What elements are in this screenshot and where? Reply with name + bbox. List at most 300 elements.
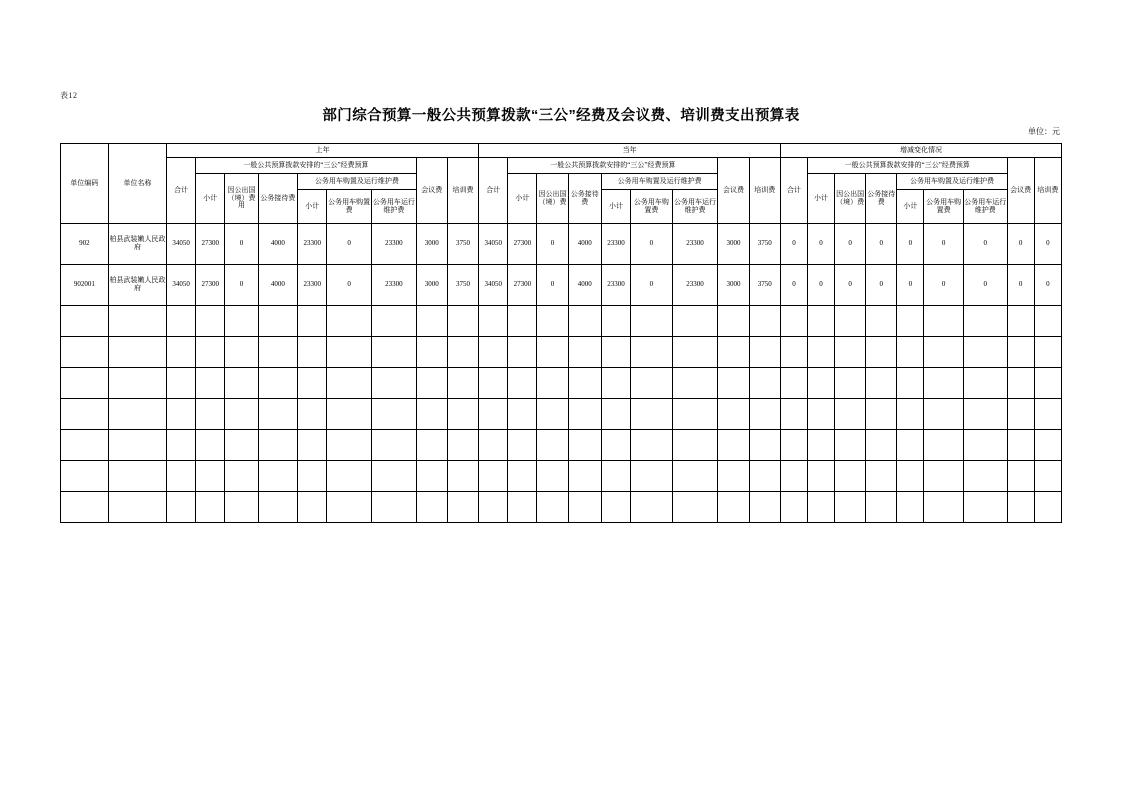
cell-empty: [416, 430, 447, 461]
cell-empty: [258, 337, 298, 368]
th-last-vehicle-purchase: 公务用车购置费: [327, 190, 372, 224]
cell-empty: [371, 492, 416, 523]
th-current-reception: 公务接待费: [568, 174, 601, 224]
budget-table-container: [60, 143, 1062, 523]
cell-empty: [1034, 399, 1061, 430]
cell-empty: [897, 492, 924, 523]
th-last-training: 培训费: [447, 158, 478, 224]
cell-empty: [672, 368, 718, 399]
cell-empty: [108, 306, 166, 337]
cell-last-meeting: 3000: [416, 224, 447, 265]
cell-empty: [447, 399, 478, 430]
cell-empty: [924, 306, 964, 337]
cell-empty: [1034, 368, 1061, 399]
cell-change-subtotal: 0: [807, 224, 834, 265]
cell-empty: [631, 337, 673, 368]
table-row-empty: [61, 337, 1062, 368]
cell-empty: [508, 306, 537, 337]
cell-empty: [718, 399, 749, 430]
th-change-sangong: 一般公共预算拨款安排的“三公”经费预算: [807, 158, 1007, 174]
th-current-vehicle-group: 公务用车购置及运行维护费: [601, 174, 717, 190]
cell-empty: [447, 492, 478, 523]
cell-empty: [866, 337, 897, 368]
th-last-vehicle-operate: 公务用车运行维护费: [371, 190, 416, 224]
cell-empty: [108, 368, 166, 399]
cell-empty: [416, 368, 447, 399]
cell-empty: [108, 461, 166, 492]
cell-empty: [780, 492, 807, 523]
cell-empty: [537, 492, 568, 523]
cell-empty: [601, 492, 630, 523]
cell-current-vehicle-subtotal: 23300: [601, 265, 630, 306]
th-current-sangong: 一般公共预算拨款安排的“三公”经费预算: [508, 158, 718, 174]
th-change-meeting: 会议费: [1007, 158, 1034, 224]
cell-current-training: 3750: [749, 265, 780, 306]
cell-empty: [416, 306, 447, 337]
th-current-abroad: 因公出国（境）费: [537, 174, 568, 224]
cell-empty: [167, 337, 196, 368]
cell-empty: [749, 337, 780, 368]
th-change-vehicle-subtotal: 小计: [897, 190, 924, 224]
cell-empty: [537, 461, 568, 492]
cell-empty: [416, 461, 447, 492]
cell-empty: [537, 306, 568, 337]
cell-empty: [963, 337, 1007, 368]
unit-note: 单位：元: [1028, 127, 1060, 136]
cell-empty: [780, 368, 807, 399]
th-period-current: 当年: [479, 144, 781, 158]
cell-empty: [897, 337, 924, 368]
cell-empty: [1007, 399, 1034, 430]
table-row-empty: [61, 461, 1062, 492]
cell-empty: [834, 368, 865, 399]
cell-empty: [963, 368, 1007, 399]
cell-last-vehicle-subtotal: 23300: [298, 224, 327, 265]
cell-empty: [749, 399, 780, 430]
cell-change-vehicle-subtotal: 0: [897, 224, 924, 265]
cell-empty: [225, 461, 258, 492]
cell-empty: [61, 306, 109, 337]
cell-empty: [897, 430, 924, 461]
cell-change-reception: 0: [866, 265, 897, 306]
cell-empty: [447, 337, 478, 368]
cell-empty: [108, 337, 166, 368]
cell-last-training: 3750: [447, 265, 478, 306]
cell-empty: [225, 368, 258, 399]
table-row-empty: [61, 430, 1062, 461]
cell-current-vehicle-subtotal: 23300: [601, 224, 630, 265]
cell-empty: [258, 306, 298, 337]
th-last-total: 合计: [167, 158, 196, 224]
cell-empty: [167, 399, 196, 430]
cell-empty: [1034, 306, 1061, 337]
cell-empty: [61, 492, 109, 523]
cell-change-total: 0: [780, 224, 807, 265]
cell-empty: [866, 368, 897, 399]
table-row: [61, 265, 1062, 306]
cell-change-vehicle-subtotal: 0: [897, 265, 924, 306]
cell-empty: [718, 461, 749, 492]
cell-last-abroad: 0: [225, 265, 258, 306]
cell-change-subtotal: 0: [807, 265, 834, 306]
cell-empty: [897, 368, 924, 399]
cell-empty: [1007, 461, 1034, 492]
th-current-subtotal: 小计: [508, 174, 537, 224]
cell-empty: [866, 461, 897, 492]
cell-empty: [508, 337, 537, 368]
sheet-tag: 表12: [60, 91, 78, 100]
table-row-empty: [61, 492, 1062, 523]
cell-empty: [568, 492, 601, 523]
cell-empty: [866, 430, 897, 461]
cell-empty: [479, 461, 508, 492]
cell-empty: [479, 337, 508, 368]
cell-last-subtotal: 27300: [196, 224, 225, 265]
cell-change-training: 0: [1034, 265, 1061, 306]
cell-last-reception: 4000: [258, 265, 298, 306]
cell-last-abroad: 0: [225, 224, 258, 265]
th-last-vehicle-subtotal: 小计: [298, 190, 327, 224]
cell-empty: [780, 399, 807, 430]
cell-empty: [258, 461, 298, 492]
cell-current-meeting: 3000: [718, 224, 749, 265]
cell-empty: [225, 399, 258, 430]
cell-empty: [108, 492, 166, 523]
cell-last-meeting: 3000: [416, 265, 447, 306]
cell-current-vehicle-operate: 23300: [672, 265, 718, 306]
cell-empty: [298, 306, 327, 337]
cell-empty: [447, 461, 478, 492]
cell-empty: [167, 492, 196, 523]
cell-last-training: 3750: [447, 224, 478, 265]
cell-empty: [508, 368, 537, 399]
cell-empty: [807, 461, 834, 492]
cell-empty: [780, 430, 807, 461]
cell-last-subtotal: 27300: [196, 265, 225, 306]
cell-empty: [327, 492, 372, 523]
cell-empty: [924, 399, 964, 430]
cell-empty: [568, 399, 601, 430]
cell-current-abroad: 0: [537, 224, 568, 265]
cell-empty: [225, 492, 258, 523]
cell-empty: [508, 399, 537, 430]
cell-empty: [924, 368, 964, 399]
cell-empty: [1034, 492, 1061, 523]
cell-empty: [834, 461, 865, 492]
cell-empty: [537, 337, 568, 368]
cell-current-abroad: 0: [537, 265, 568, 306]
cell-empty: [568, 306, 601, 337]
cell-empty: [479, 399, 508, 430]
cell-empty: [167, 368, 196, 399]
cell-empty: [196, 337, 225, 368]
cell-empty: [196, 368, 225, 399]
cell-empty: [834, 399, 865, 430]
cell-empty: [866, 306, 897, 337]
cell-empty: [371, 399, 416, 430]
cell-empty: [780, 337, 807, 368]
cell-empty: [327, 368, 372, 399]
cell-empty: [327, 430, 372, 461]
th-period-last: 上年: [167, 144, 479, 158]
cell-empty: [780, 461, 807, 492]
cell-empty: [167, 461, 196, 492]
cell-change-vehicle-operate: 0: [963, 265, 1007, 306]
cell-empty: [834, 337, 865, 368]
cell-empty: [416, 337, 447, 368]
cell-empty: [371, 368, 416, 399]
cell-empty: [447, 368, 478, 399]
cell-empty: [1034, 461, 1061, 492]
cell-last-vehicle-purchase: 0: [327, 265, 372, 306]
cell-unit-code: 902: [61, 224, 109, 265]
table-row-empty: [61, 368, 1062, 399]
th-unit-name: 单位名称: [108, 144, 166, 224]
cell-empty: [537, 430, 568, 461]
cell-empty: [807, 399, 834, 430]
cell-empty: [897, 399, 924, 430]
cell-empty: [963, 399, 1007, 430]
cell-empty: [327, 306, 372, 337]
th-current-vehicle-operate: 公务用车运行维护费: [672, 190, 718, 224]
th-current-meeting: 会议费: [718, 158, 749, 224]
cell-empty: [601, 337, 630, 368]
cell-empty: [508, 492, 537, 523]
cell-empty: [834, 492, 865, 523]
th-change-subtotal: 小计: [807, 174, 834, 224]
cell-empty: [718, 306, 749, 337]
cell-empty: [258, 399, 298, 430]
cell-empty: [508, 430, 537, 461]
cell-unit-code: 902001: [61, 265, 109, 306]
cell-empty: [897, 306, 924, 337]
cell-empty: [924, 337, 964, 368]
cell-empty: [672, 399, 718, 430]
cell-empty: [327, 337, 372, 368]
cell-empty: [963, 492, 1007, 523]
cell-current-subtotal: 27300: [508, 224, 537, 265]
cell-change-meeting: 0: [1007, 224, 1034, 265]
cell-empty: [537, 399, 568, 430]
th-change-reception: 公务接待费: [866, 174, 897, 224]
cell-last-total: 34050: [167, 224, 196, 265]
cell-empty: [61, 337, 109, 368]
budget-table: [60, 143, 1062, 523]
cell-empty: [258, 368, 298, 399]
cell-empty: [1007, 306, 1034, 337]
cell-empty: [718, 430, 749, 461]
cell-empty: [807, 337, 834, 368]
cell-empty: [718, 337, 749, 368]
cell-empty: [866, 399, 897, 430]
cell-empty: [749, 430, 780, 461]
cell-empty: [631, 368, 673, 399]
cell-change-meeting: 0: [1007, 265, 1034, 306]
th-period-change: 增减变化情况: [780, 144, 1061, 158]
th-change-training: 培训费: [1034, 158, 1061, 224]
table-row-empty: [61, 399, 1062, 430]
cell-empty: [416, 399, 447, 430]
cell-empty: [780, 306, 807, 337]
cell-empty: [327, 461, 372, 492]
cell-empty: [258, 492, 298, 523]
cell-empty: [601, 430, 630, 461]
cell-current-total: 34050: [479, 224, 508, 265]
th-last-sangong: 一般公共预算拨款安排的“三公”经费预算: [196, 158, 416, 174]
cell-empty: [61, 368, 109, 399]
cell-current-reception: 4000: [568, 224, 601, 265]
cell-empty: [1034, 337, 1061, 368]
cell-empty: [479, 306, 508, 337]
cell-last-total: 34050: [167, 265, 196, 306]
cell-empty: [225, 306, 258, 337]
cell-last-vehicle-operate: 23300: [371, 224, 416, 265]
cell-empty: [371, 430, 416, 461]
cell-empty: [631, 430, 673, 461]
cell-empty: [61, 399, 109, 430]
cell-empty: [416, 492, 447, 523]
cell-empty: [1007, 337, 1034, 368]
cell-current-total: 34050: [479, 265, 508, 306]
cell-empty: [963, 461, 1007, 492]
cell-empty: [718, 492, 749, 523]
cell-empty: [568, 368, 601, 399]
cell-empty: [108, 399, 166, 430]
cell-empty: [866, 492, 897, 523]
cell-empty: [167, 306, 196, 337]
cell-empty: [447, 430, 478, 461]
th-change-vehicle-group: 公务用车购置及运行维护费: [897, 174, 1007, 190]
th-last-vehicle-group: 公务用车购置及运行维护费: [298, 174, 417, 190]
cell-empty: [631, 399, 673, 430]
th-last-abroad: 因公出国（境）费用: [225, 174, 258, 224]
cell-change-vehicle-purchase: 0: [924, 265, 964, 306]
cell-change-training: 0: [1034, 224, 1061, 265]
cell-empty: [298, 492, 327, 523]
cell-empty: [749, 461, 780, 492]
table-body: [61, 224, 1062, 523]
cell-empty: [672, 492, 718, 523]
cell-empty: [298, 337, 327, 368]
cell-change-vehicle-operate: 0: [963, 224, 1007, 265]
cell-change-abroad: 0: [834, 265, 865, 306]
cell-empty: [807, 430, 834, 461]
cell-empty: [672, 337, 718, 368]
cell-empty: [924, 492, 964, 523]
cell-empty: [537, 368, 568, 399]
cell-empty: [196, 430, 225, 461]
cell-empty: [479, 368, 508, 399]
cell-empty: [1007, 430, 1034, 461]
cell-empty: [963, 430, 1007, 461]
cell-empty: [167, 430, 196, 461]
cell-empty: [1007, 368, 1034, 399]
cell-empty: [61, 461, 109, 492]
cell-empty: [601, 399, 630, 430]
cell-empty: [601, 368, 630, 399]
cell-empty: [897, 461, 924, 492]
table-header: [61, 144, 1062, 224]
th-current-vehicle-purchase: 公务用车购置费: [631, 190, 673, 224]
th-last-reception: 公务接待费: [258, 174, 298, 224]
cell-empty: [631, 492, 673, 523]
cell-empty: [601, 306, 630, 337]
th-last-meeting: 会议费: [416, 158, 447, 224]
cell-empty: [672, 306, 718, 337]
cell-empty: [568, 337, 601, 368]
cell-empty: [298, 461, 327, 492]
cell-last-vehicle-purchase: 0: [327, 224, 372, 265]
cell-current-training: 3750: [749, 224, 780, 265]
cell-last-vehicle-subtotal: 23300: [298, 265, 327, 306]
cell-empty: [807, 306, 834, 337]
cell-empty: [447, 306, 478, 337]
th-unit-code: 单位编码: [61, 144, 109, 224]
cell-empty: [479, 430, 508, 461]
cell-change-total: 0: [780, 265, 807, 306]
cell-last-reception: 4000: [258, 224, 298, 265]
cell-empty: [196, 306, 225, 337]
table-row-empty: [61, 306, 1062, 337]
table-row: [61, 224, 1062, 265]
cell-change-abroad: 0: [834, 224, 865, 265]
cell-current-vehicle-operate: 23300: [672, 224, 718, 265]
cell-empty: [631, 461, 673, 492]
th-change-vehicle-purchase: 公务用车购置费: [924, 190, 964, 224]
cell-empty: [749, 306, 780, 337]
cell-unit-name: 柏县武装嫩人民政府: [108, 224, 166, 265]
cell-empty: [749, 492, 780, 523]
cell-change-reception: 0: [866, 224, 897, 265]
cell-empty: [108, 430, 166, 461]
cell-current-meeting: 3000: [718, 265, 749, 306]
cell-empty: [298, 399, 327, 430]
cell-empty: [327, 399, 372, 430]
th-last-subtotal: 小计: [196, 174, 225, 224]
cell-current-reception: 4000: [568, 265, 601, 306]
cell-empty: [1007, 492, 1034, 523]
cell-current-subtotal: 27300: [508, 265, 537, 306]
cell-empty: [924, 461, 964, 492]
cell-empty: [196, 461, 225, 492]
cell-empty: [834, 430, 865, 461]
cell-last-vehicle-operate: 23300: [371, 265, 416, 306]
cell-empty: [568, 430, 601, 461]
cell-empty: [61, 430, 109, 461]
th-current-training: 培训费: [749, 158, 780, 224]
cell-empty: [371, 337, 416, 368]
th-current-total: 合计: [479, 158, 508, 224]
cell-empty: [807, 368, 834, 399]
cell-unit-name: 柏县武装嫩人民政府: [108, 265, 166, 306]
cell-empty: [1034, 430, 1061, 461]
cell-empty: [371, 461, 416, 492]
cell-empty: [258, 430, 298, 461]
cell-current-vehicle-purchase: 0: [631, 265, 673, 306]
th-change-total: 合计: [780, 158, 807, 224]
cell-empty: [298, 368, 327, 399]
cell-empty: [631, 306, 673, 337]
cell-empty: [298, 430, 327, 461]
cell-current-vehicle-purchase: 0: [631, 224, 673, 265]
cell-empty: [196, 492, 225, 523]
cell-empty: [924, 430, 964, 461]
cell-empty: [225, 337, 258, 368]
cell-change-vehicle-purchase: 0: [924, 224, 964, 265]
page-title: 部门综合预算一般公共预算拨款“三公”经费及会议费、培训费支出预算表: [322, 108, 800, 124]
cell-empty: [225, 430, 258, 461]
cell-empty: [672, 430, 718, 461]
